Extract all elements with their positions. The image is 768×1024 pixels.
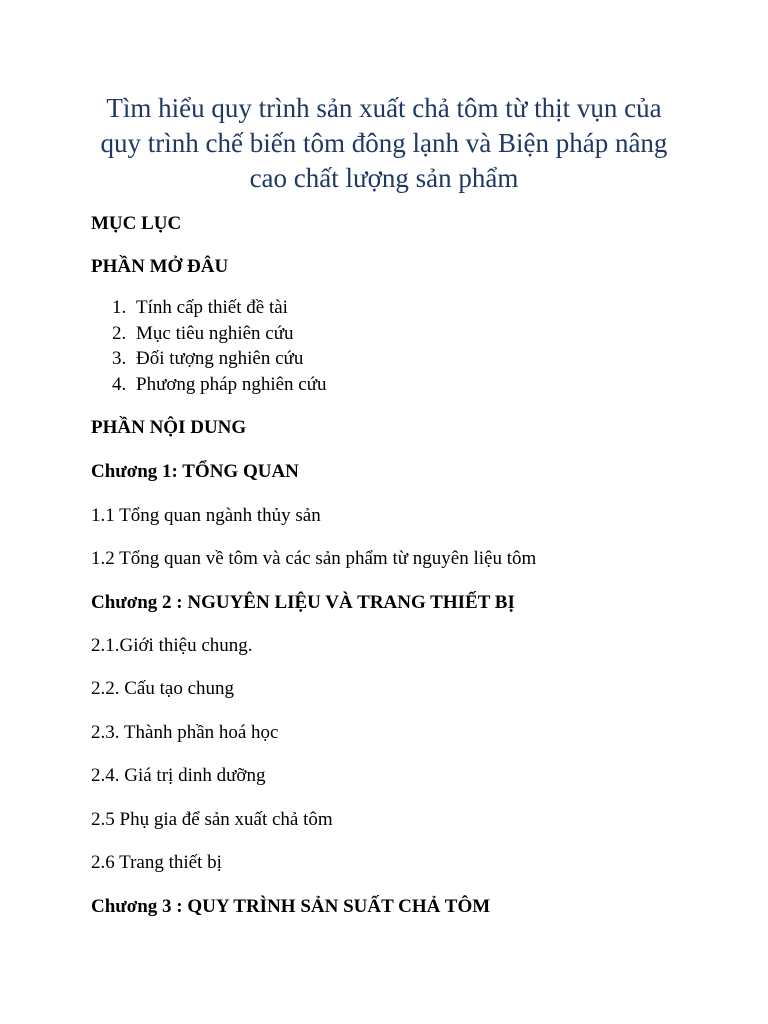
section-2-4: 2.4. Giá trị dinh dưỡng: [91, 765, 266, 786]
list-item: [112, 296, 327, 322]
section-2-2: 2.2. Cấu tạo chung: [91, 678, 235, 699]
list-item-number: 3.: [112, 348, 127, 369]
list-item: [112, 347, 327, 373]
list-item-number: 1.: [112, 297, 127, 318]
toc-heading: MỤC LỤC: [91, 213, 182, 234]
list-item-text: Tính cấp thiết đề tài: [136, 297, 288, 318]
list-item: [112, 373, 327, 399]
list-item-text: Đối tượng nghiên cứu: [136, 348, 304, 369]
list-item-number: 2.: [112, 322, 127, 344]
list-item-text: Mục tiêu nghiên cứu: [136, 322, 294, 344]
title-line-2: quy trình chế biến tôm đông lạnh và Biện pháp nâng: [100, 128, 668, 158]
chapter-2-title: Chương 2 : NGUYÊN LIỆU VÀ TRANG THIẾT BỊ: [91, 592, 515, 613]
list-item-number: 4.: [112, 373, 127, 395]
chapter-3-title: Chương 3 : QUY TRÌNH SẢN SUẤT CHẢ TÔM: [91, 896, 491, 917]
content-heading: PHẦN NỘI DUNG: [91, 417, 247, 438]
title-line-3: cao chất lượng sản phẩm: [249, 163, 519, 193]
list-item: [112, 322, 327, 348]
intro-list: [112, 296, 327, 398]
intro-heading: PHẦN MỞ ĐÂU: [91, 256, 229, 277]
chapter-1-title: Chương 1: TỔNG QUAN: [91, 461, 299, 482]
section-2-3: 2.3. Thành phần hoá học: [91, 722, 279, 743]
list-item-text: Phương pháp nghiên cứu: [136, 373, 327, 395]
section-1-1: 1.1 Tổng quan ngành thủy sản: [91, 505, 321, 526]
section-2-5: 2.5 Phụ gia để sản xuất chả tôm: [91, 809, 333, 830]
section-2-1: 2.1.Giới thiệu chung.: [91, 635, 253, 656]
document-title: [60, 91, 708, 196]
title-line-1: Tìm hiểu quy trình sản xuất chả tôm từ thịt vụn của: [106, 93, 662, 123]
section-1-2: 1.2 Tổng quan về tôm và các sản phẩm từ nguyên liệu tôm: [91, 548, 537, 569]
section-2-6: 2.6 Trang thiết bị: [91, 852, 222, 873]
